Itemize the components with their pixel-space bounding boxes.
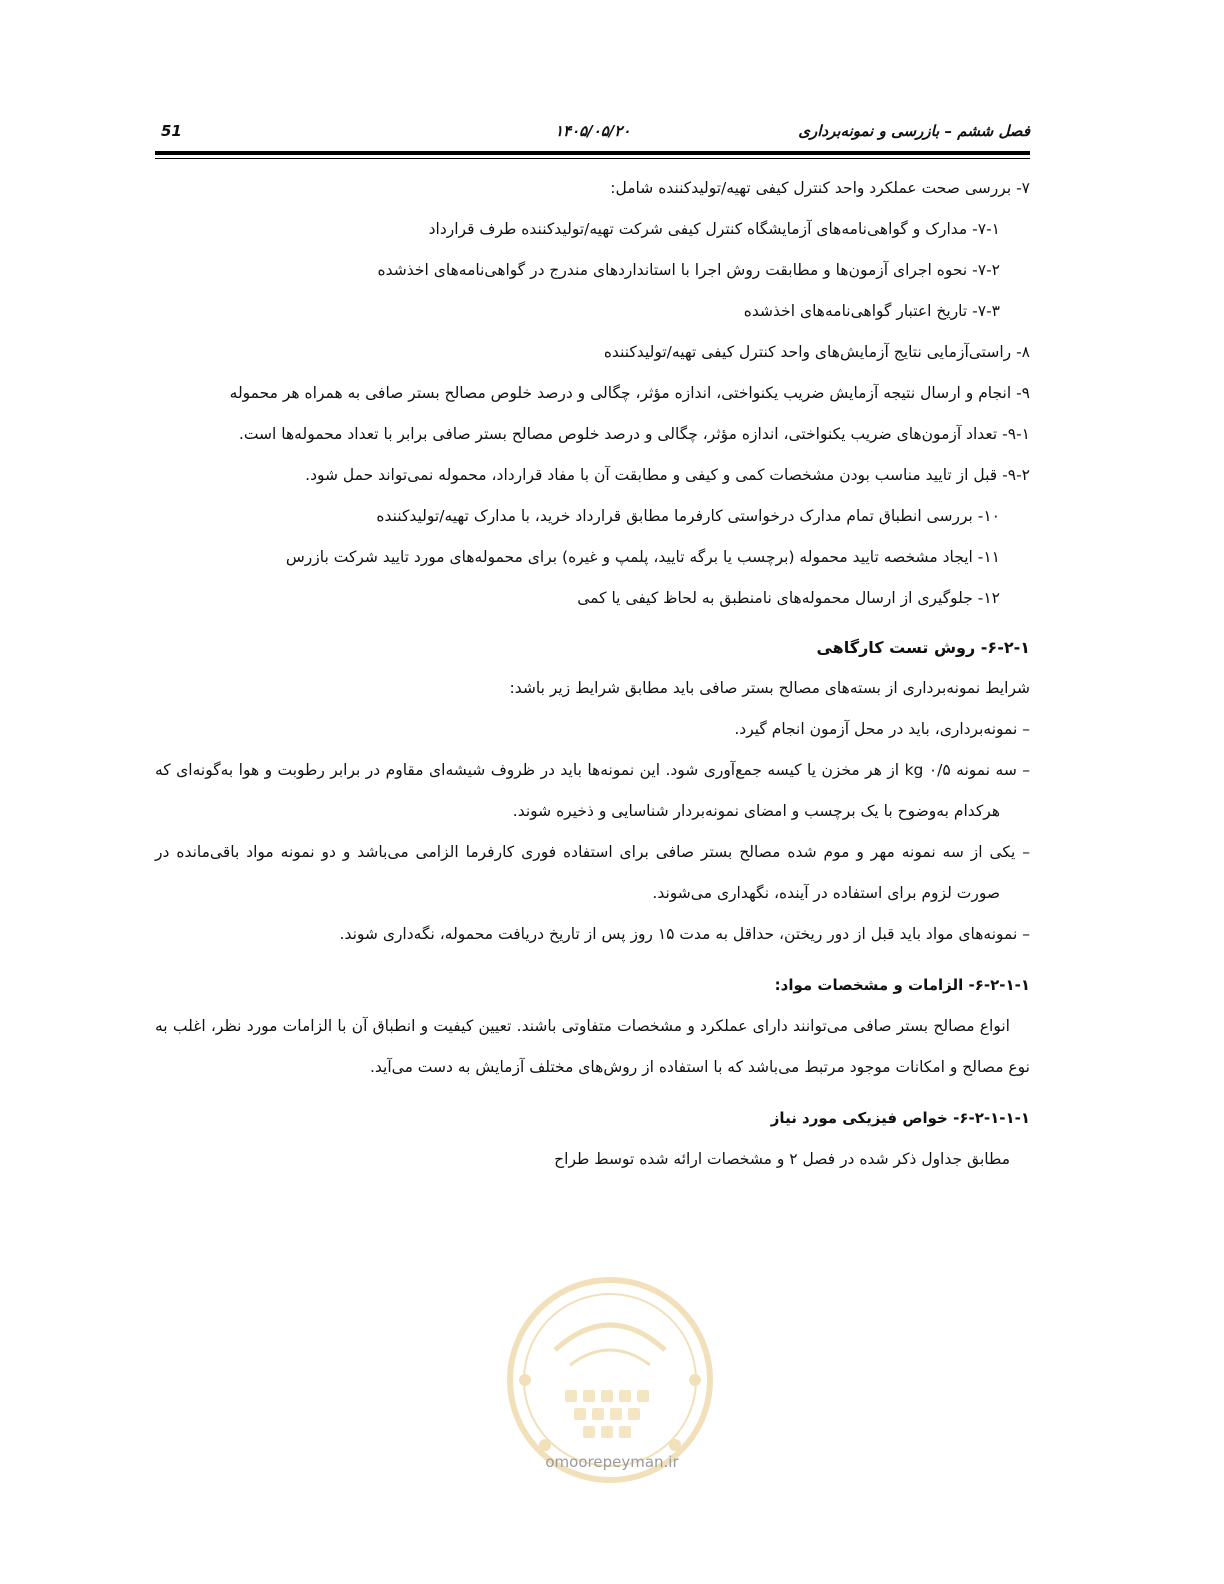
list-item-8: ۸- راستی‌آزمایی نتایج آزمایش‌های واحد کنترل کیفی تهیه/تولیدکننده [603,343,1030,361]
bullet-item: – یکی از سه نمونه مهر و موم شده مصالح بستر صافی برای استفاده فوری کارفرما الزامی می‌باشد و دو نمونه مواد باقی‌مانده در صورت لزوم برای استفاده در آینده، نگهداری می‌شوند. [155,843,1030,902]
bullet-item: – نمونه‌برداری، باید در محل آزمون انجام گیرد. [734,720,1030,738]
list-item-12: ۱۲- جلوگیری از ارسال محموله‌های نامنطبق به لحاظ کیفی یا کمی [577,589,1000,607]
list-item-9-2: ۹-۲- قبل از تایید مناسب بودن مشخصات کمی و کیفی و مطابقت آن با مفاد قرارداد، محموله نمی‌تواند حمل شود. [305,466,1030,484]
section-heading-6-2-1-1-1: ۶-۲-۱-۱-۱- خواص فیزیکی مورد نیاز [770,1109,1030,1127]
list-item-7-3: ۷-۳- تاریخ اعتبار گواهی‌نامه‌های اخذشده [743,302,1000,320]
page-header [155,118,1030,148]
list-item-11: ۱۱- ایجاد مشخصه تایید محموله (برچسب یا برگه تایید، پلمپ و غیره) برای محموله‌های مورد تایید شرکت بازرس [285,548,1000,566]
header-date: ۱۴۰۵/۰۵/۲۰ [555,122,631,140]
bullet-item: – سه نمونه ۰/۵ kg از هر مخزن یا کیسه جمع‌آوری شود. این نمونه‌ها باید در ظروف شیشه‌ای مقاوم در برابر رطوبت و هوا به‌گونه‌ای که هرکدام به‌وضوح با یک برچسب و امضای نمونه‌بردار شناسایی و ذخیره شوند. [155,761,1030,820]
page-body [155,168,1030,1180]
section-paragraph: مطابق جداول ذکر شده در فصل ۲ و مشخصات ارائه شده توسط طراح [554,1150,1010,1168]
header-rule-thick [155,151,1030,155]
list-item-9: ۹- انجام و ارسال نتیجه آزمایش ضریب یکنواختی، اندازه مؤثر، چگالی و درصد خلوص مصالح بستر صافی به همراه هر محموله [229,384,1030,402]
section-heading-6-2-1: ۶-۲-۱- روش تست کارگاهی [816,638,1030,657]
watermark-text: omoorepeyman.ir [545,1453,679,1471]
list-item-7-2: ۷-۲- نحوه اجرای آزمون‌ها و مطابقت روش اجرا با استانداردهای مندرج در گواهی‌نامه‌های اخذشده [377,261,1000,279]
section-intro: شرایط نمونه‌برداری از بسته‌های مصالح بستر صافی باید مطابق شرایط زیر باشد: [509,679,1030,697]
chapter-title: فصل ششم – بازرسی و نمونه‌برداری [798,122,1030,140]
header-rule-thin [155,158,1030,159]
list-item-9-1: ۹-۱- تعداد آزمون‌های ضریب یکنواختی، اندازه مؤثر، چگالی و درصد خلوص مصالح بستر صافی برابر با تعداد محموله‌ها است. [238,425,1030,443]
page-number: 51 [161,122,182,140]
section-heading-6-2-1-1: ۶-۲-۱-۱- الزامات و مشخصات مواد: [774,976,1030,994]
list-item-10: ۱۰- بررسی انطباق تمام مدارک درخواستی کارفرما مطابق قرارداد خرید، با مدارک تهیه/تولیدکننده [376,507,1000,525]
section-paragraph: انواع مصالح بستر صافی می‌توانند دارای عملکرد و مشخصات متفاوتی باشند. تعیین کیفیت و انطباق آن با الزامات مورد نظر، اغلب به نوع مصالح و امکانات موجود مرتبط می‌باشد که با استفاده از روش‌های مختلف آزمایش به دست می‌آید. [155,1017,1030,1076]
list-item-7: ۷- بررسی صحت عملکرد واحد کنترل کیفی تهیه/تولیدکننده شامل: [610,179,1030,197]
list-item-7-1: ۷-۱- مدارک و گواهی‌نامه‌های آزمایشگاه کنترل کیفی شرکت تهیه/تولیدکننده طرف قرارداد [428,220,1000,238]
bullet-item: – نمونه‌های مواد باید قبل از دور ریختن، حداقل به مدت ۱۵ روز پس از تاریخ دریافت محموله، نگه‌داری شوند. [339,925,1030,943]
